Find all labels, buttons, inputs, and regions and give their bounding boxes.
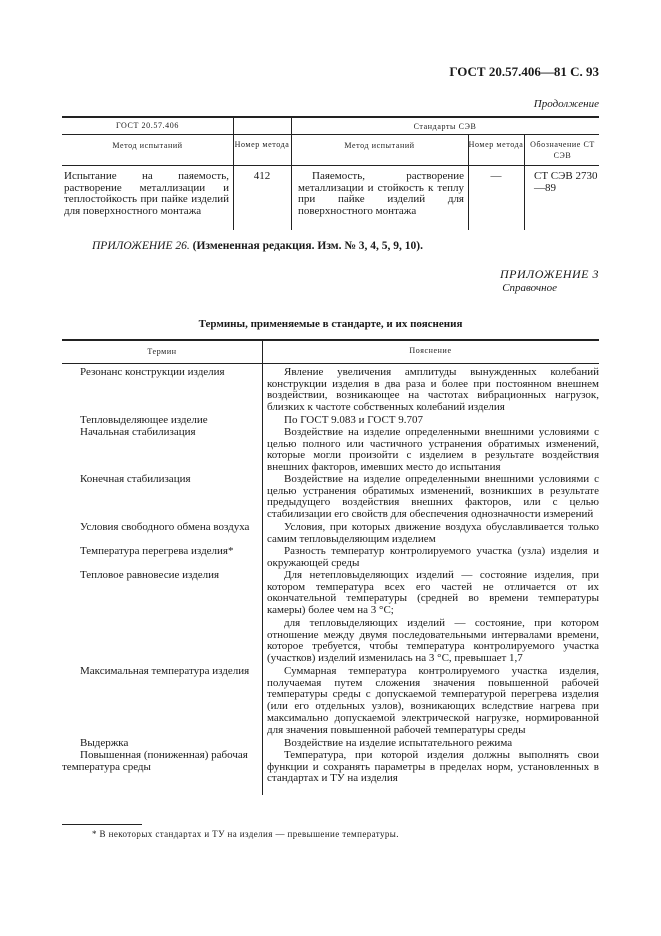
table-header-rule	[62, 363, 599, 364]
column-header-designation: Обозначение СТ СЭВ	[530, 140, 595, 160]
method-sev-cell: Паяемость, растворение металлизации и стойкость к теплу при пайке изделий для поверхностного монтажа	[298, 170, 464, 218]
term-cell: Повышенная (пониженная) рабочая температура среды	[62, 749, 248, 773]
group-header-gost: ГОСТ 20.57.406	[116, 121, 179, 130]
explanation-cell: Воздействие на изделие определенными внешними условиями с целью полного или частичного устранения обратимых изменений, которые могли произойти с изделием в результате воздействия внешних факторов, имевших место до испытания	[267, 426, 599, 474]
appendix-3-sublabel: Справочное	[502, 282, 557, 294]
term-cell: Резонанс конструкции изделия	[80, 366, 225, 378]
footnote: * В некоторых стандартах и ТУ на изделия — превышение температуры.	[92, 829, 399, 839]
method-number-cell: 412	[253, 170, 271, 182]
explanation-cell: По ГОСТ 9.083 и ГОСТ 9.707	[284, 414, 424, 426]
column-header-number-sev: Номер метода	[468, 140, 524, 149]
table-top-rule	[62, 116, 599, 118]
appendix-26-changes: (Измененная редакция. Изм. № 3, 4, 5, 9, 10).	[192, 240, 423, 252]
explanation-cell: Для нетепловыделяющих изделий — состояние изделия, при котором температура всех его частей не отличается от их окончательной температуры (средней во времени температуры камеры) более чем на 3 °С;	[267, 569, 599, 617]
continuation-label: Продолжение	[533, 98, 599, 110]
term-cell: Максимальная температура изделия	[80, 665, 250, 677]
column-header-number: Номер метода	[234, 140, 290, 149]
appendix-26-label: ПРИЛОЖЕНИЕ 26.	[92, 240, 190, 252]
table-divider	[262, 339, 263, 795]
term-cell: Тепловое равновесие изделия	[80, 569, 220, 581]
column-header-method: Метод испытаний	[112, 141, 183, 150]
explanation-cell: Условия, при которых движение воздуха обуславливается только самим тепловыделяющим изделием	[267, 521, 599, 545]
appendix-3-label: ПРИЛОЖЕНИЕ 3	[500, 267, 599, 281]
explanation-cell: Воздействие на изделие определенными внешними условиями с целью устранения обратимых изменений, возникших в результате предыдущего воздействия внешних факторов, или с целью стабилизации его свойств для обеспечения однозначности измерений	[267, 473, 599, 521]
term-cell: Начальная стабилизация	[80, 426, 196, 438]
column-header-method-sev: Метод испытаний	[344, 141, 415, 150]
footnote-rule	[62, 824, 142, 825]
table-header-rule	[62, 165, 599, 166]
table-divider	[524, 134, 525, 230]
table-rule	[62, 134, 599, 135]
explanation-cell: Суммарная температура контролируемого участка изделия, получаемая путем сложения значения повышенной рабочей температуры среды с допускаемой температурой перегрева изделия (или его отдельных узлов), возникающих вследствие нагрева при максимально допускаемой электрической нагрузке, нормированной для значения повышенной рабочей температуры среды	[267, 665, 599, 736]
designation-cell: СТ СЭВ 2730—89	[534, 170, 598, 194]
column-header-explanation: Пояснение	[409, 346, 452, 355]
explanation-cell: Температура, при которой изделия должны выполнять свои функции и сохранять параметры в пределах норм, установленных в стандартах и ТУ на изделия	[267, 749, 599, 785]
term-cell: Условия свободного обмена воздуха	[80, 521, 250, 533]
term-cell: Тепловыделяющее изделие	[80, 414, 208, 426]
explanation-cell: Явление увеличения амплитуды вынужденных колебаний конструкции изделия в два раза и более при постоянном внешнем воздействии, возникающее на частотах вибрационных нагрузок, близких к частоте собственных колебаний изделия	[267, 366, 599, 414]
table-divider	[291, 116, 292, 230]
explanation-cell: Воздействие на изделие испытательного режима	[284, 737, 513, 749]
column-header-term: Термин	[147, 347, 177, 356]
appendix-26-note	[92, 240, 423, 252]
terms-title: Термины, применяемые в стандарте, и их пояснения	[198, 318, 463, 330]
method-cell: Испытание на паяемость, растворение металлизации и теплостойкость при пайке изделий для поверхностного монтажа	[64, 170, 229, 218]
explanation-cell: для тепловыделяющих изделий — состояние, при котором отношение между двумя последовательными интервалами времени, которое требуется, чтобы температура контролируемого участка (участков) изделий изменилась на 3 °С, превышает 1,7	[267, 617, 599, 665]
group-header-sev: Стандарты СЭВ	[413, 122, 477, 131]
page-header: ГОСТ 20.57.406—81 С. 93	[449, 64, 599, 79]
table-top-rule	[62, 339, 599, 341]
term-cell: Температура перегрева изделия*	[80, 545, 234, 557]
term-cell: Выдержка	[80, 737, 129, 749]
method-number-sev-cell: —	[490, 170, 502, 182]
explanation-cell: Разность температур контролируемого участка (узла) изделия и окружающей среды	[267, 545, 599, 569]
term-cell: Конечная стабилизация	[80, 473, 191, 485]
